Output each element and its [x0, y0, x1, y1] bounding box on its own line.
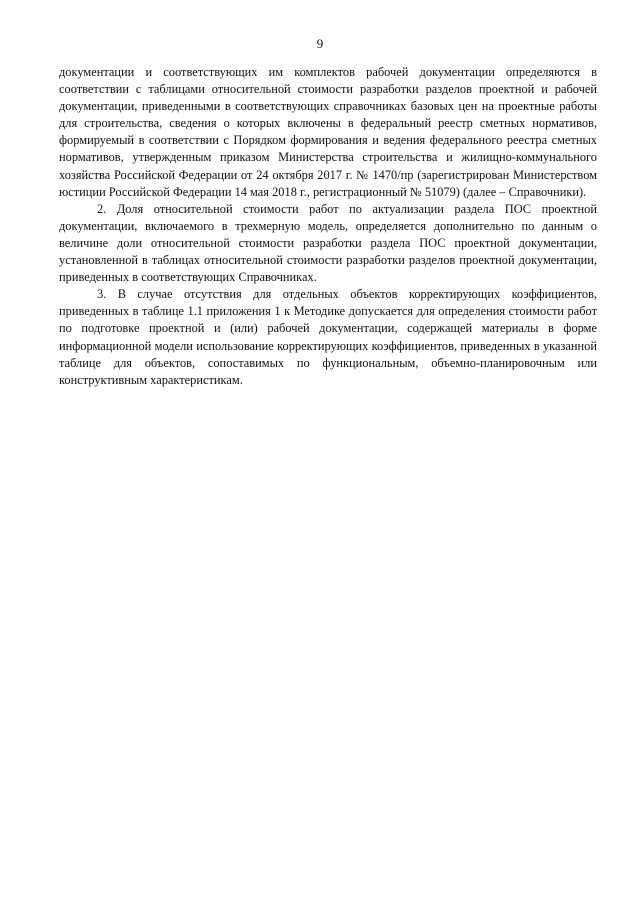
paragraph-item-2: 2. Доля относительной стоимости работ по актуализации раздела ПОС проектной документации, включаемого в трехмерную модель, определяется дополнительно по данным о величине доли относительной стоимости разработки раздела ПОС проектной документации, установленной в таблицах относительной стоимости разработки разделов проектной документации, приведенных в соответствующих Справочниках.: [59, 201, 597, 285]
paragraph-item-3: 3. В случае отсутствия для отдельных объектов корректирующих коэффициентов, приведенных в таблице 1.1 приложения 1 к Методике допускается для определения стоимости работ по подготовке проектной и (или) рабочей документации, содержащей материалы в форме информационной модели использование корректирующих коэффициентов, приведенных в указанной таблице для объектов, сопоставимых по функциональным, объемно-планировочным или конструктивным характеристикам.: [59, 287, 597, 387]
page-number: 9: [316, 36, 324, 51]
paragraph-continuation: документации и соответствующих им комплектов рабочей документации определяются в соответствии с таблицами относительной стоимости разработки разделов проектной и рабочей документации, приведенными в соответствующих справочниках базовых цен на проектные работы для строительства, сведения о которых включены в федеральный реестр сметных нормативов, формируемый в соответствии с Порядком формирования и ведения федерального реестра сметных нормативов, утвержденным приказом Министерства строительства и жилищно-коммунального хозяйства Российской Федерации от 24 октября 2017 г. № 1470/пр (зарегистрирован Министерством юстиции Российской Федерации 14 мая 2018 г., регистрационный № 51079) (далее – Справочники).: [59, 65, 597, 199]
document-body: [59, 64, 597, 389]
